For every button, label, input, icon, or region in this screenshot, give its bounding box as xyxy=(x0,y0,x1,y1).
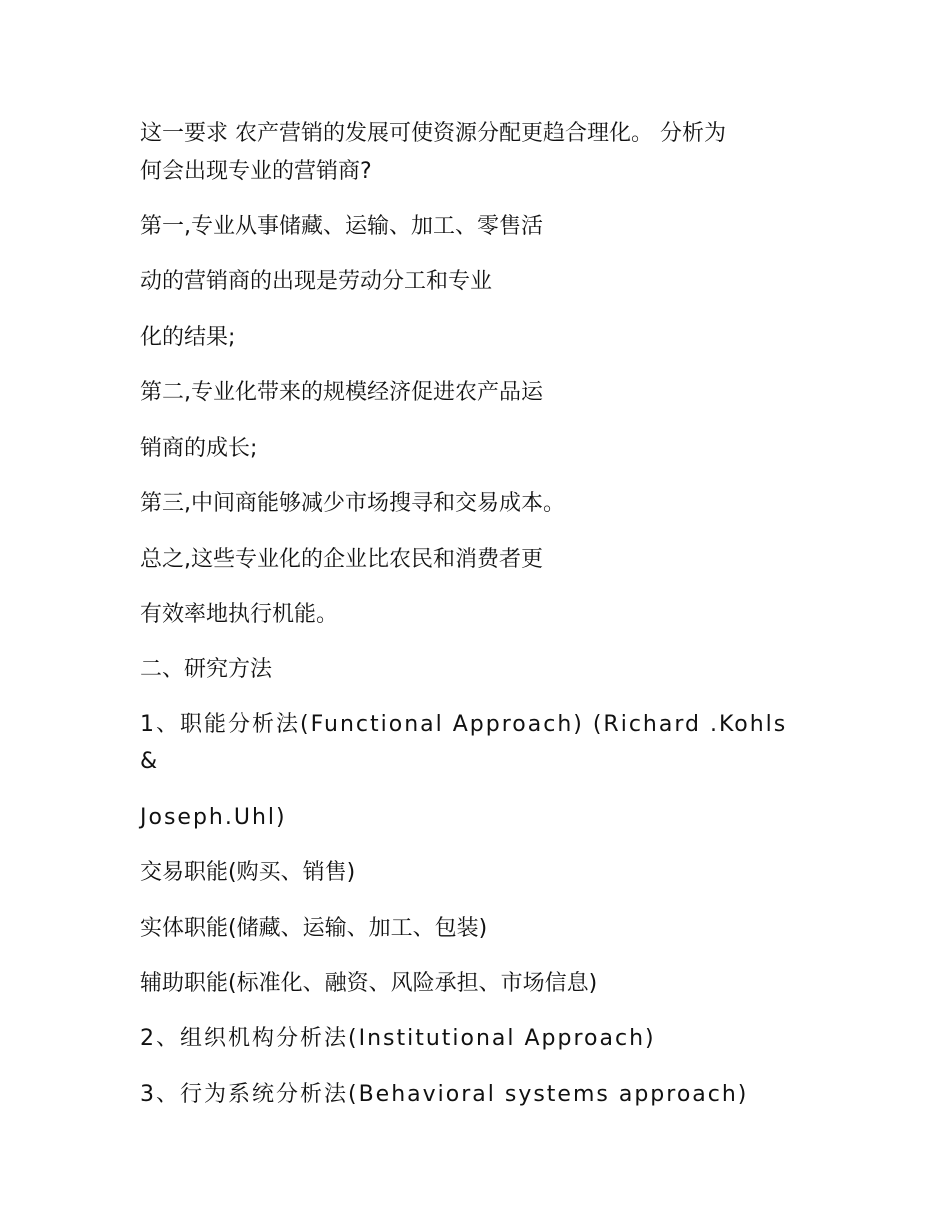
section-heading: 二、研究方法 xyxy=(140,657,273,682)
paragraph-line: 第二,专业化带来的规模经济促进农产品运 xyxy=(140,380,543,405)
paragraph-line: 动的营销商的出现是劳动分工和专业 xyxy=(140,269,493,294)
paragraph-line: 实体职能(储藏、运输、加工、包装) xyxy=(140,916,488,941)
method-item: 3、行为系统分析法(Behavioral systems approach) xyxy=(140,1082,749,1107)
paragraph-line: 第三,中间商能够减少市场搜寻和交易成本。 xyxy=(140,491,565,516)
paragraph-line: 辅助职能(标准化、融资、风险承担、市场信息) xyxy=(140,971,598,996)
paragraph-line: Joseph.Uhl) xyxy=(140,805,287,830)
paragraph-line: 总之,这些专业化的企业比农民和消费者更 xyxy=(140,547,543,572)
paragraph-line: 何会出现专业的营销商? xyxy=(140,159,372,184)
paragraph-line: 销商的成长; xyxy=(140,436,258,461)
paragraph-line: 这一要求 农产营销的发展可使资源分配更趋合理化。 分析为 xyxy=(140,121,726,146)
method-item: 1、职能分析法(Functional Approach) (Richard .Kohls xyxy=(140,712,788,737)
method-item: 2、组织机构分析法(Institutional Approach) xyxy=(140,1026,656,1051)
paragraph-line: 交易职能(购买、销售) xyxy=(140,860,356,885)
paragraph-line: 有效率地执行机能。 xyxy=(140,602,339,627)
paragraph-line: 化的结果; xyxy=(140,325,236,350)
paragraph-line: 第一,专业从事储藏、运输、加工、零售活 xyxy=(140,214,543,239)
paragraph-line: & xyxy=(140,749,160,774)
